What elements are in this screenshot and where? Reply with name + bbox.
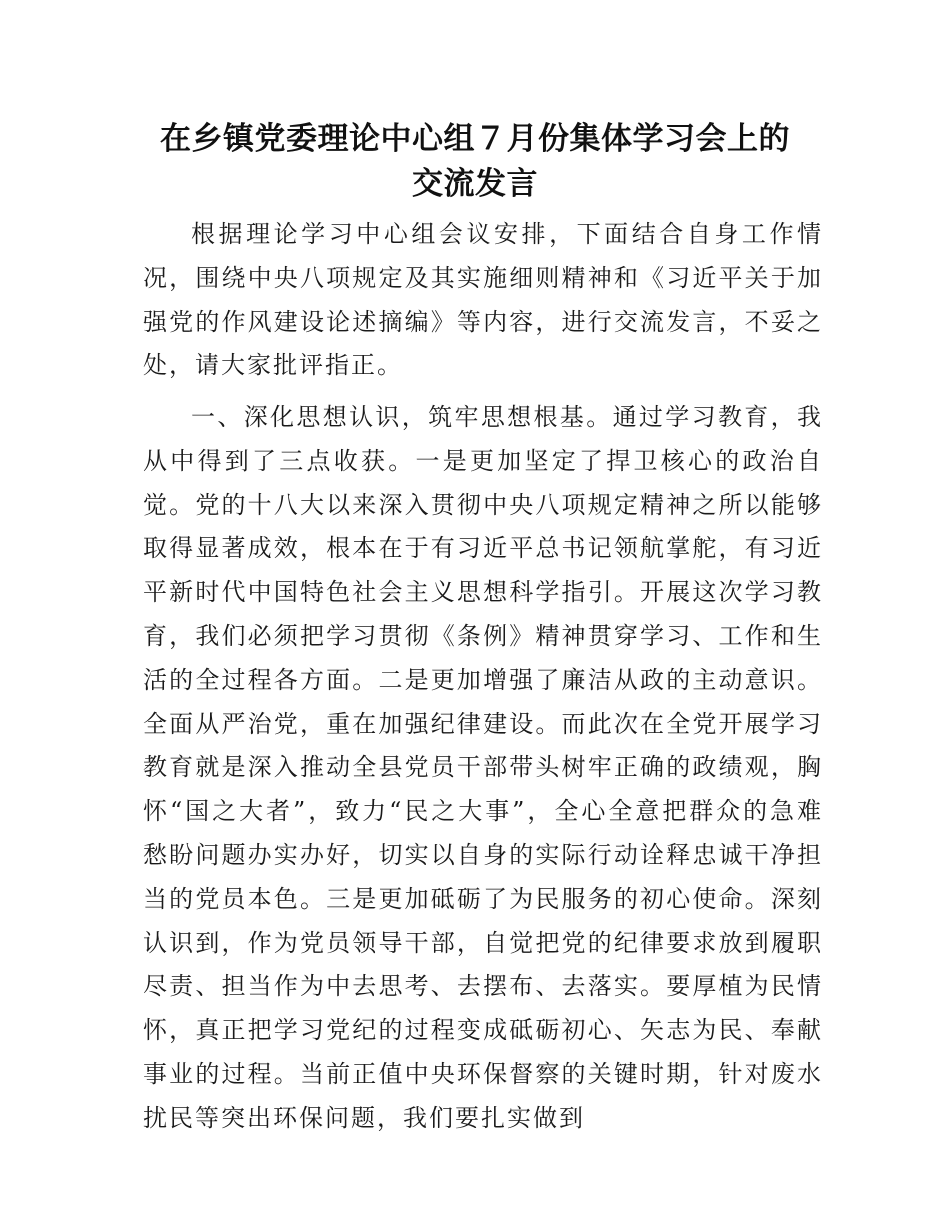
document-title-line-1: 在乡镇党委理论中心组７月份集体学习会上的 xyxy=(160,121,790,157)
paragraph-text: 一、深化思想认识，筑牢思想根基。通过学习教育，我从中得到了三点收获。一是更加坚定了捍卫核心的政治自觉。党的十八大以来深入贯彻中央八项规定精神之所以能够取得显著成效，根本在于有习近平总书记领航掌舵，有习近平新时代中国特色社会主义思想科学指引。开展这次学习教育，我们必须把学习贯彻《条例》精神贯穿学习、工作和生活的全过程各方面。二是更加增强了廉洁从政的主动意识。全面从严治党，重在加强纪律建设。而此次在全党开展学习教育就是深入推动全县党员干部带头树牢正确的政绩观，胸怀“国之大者”，致力“民之大事”，全心全意把群众的急难愁盼问题办实办好，切实以自身的实际行动诠释忠诚干净担当的党员本色。三是更加砥砺了为民服务的初心使命。深刻认识到，作为党员领导干部，自觉把党的纪律要求放到履职尽责、担当作为中去思考、去摆布、去落实。要厚植为民情怀，真正把学习党纪的过程变成砥砺初心、矢志为民、奉献事业的过程。当前正值中央环保督察的关键时期，针对废水扰民等突出环保问题，我们要扎实做到 xyxy=(143,403,823,1132)
document-title-line-2: 交流发言 xyxy=(412,166,538,202)
section-one-paragraph xyxy=(143,396,823,1141)
intro-paragraph xyxy=(143,213,823,388)
paragraph-text: 根据理论学习中心组会议安排，下面结合自身工作情况，围绕中央八项规定及其实施细则精神和《习近平关于加强党的作风建设论述摘编》等内容，进行交流发言，不妥之处，请大家批评指正。 xyxy=(143,220,823,380)
